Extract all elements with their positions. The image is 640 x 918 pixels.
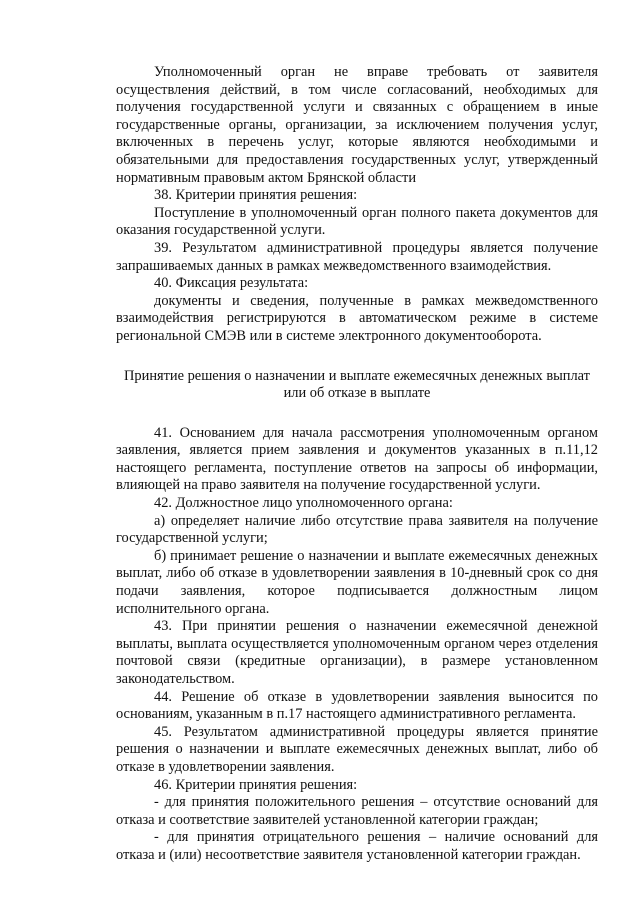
paragraph: 39. Результатом административной процедуры является получение запрашиваемых данных в рамках межведомственного взаимодействия. [116,239,598,274]
paragraph: 41. Основанием для начала рассмотрения уполномоченным органом заявления, является прием заявления и документов указанных в п.11,12 настоящего регламента, поступление ответов на запросы об информации, влияющей на право заявителя на получение государственной услуги. [116,424,598,494]
paragraph: б) принимает решение о назначении и выплате ежемесячных денежных выплат, либо об отказе в удовлетворении заявления в 10-дневный срок со дня подачи заявления, которое подписывается должностным лицом исполнительного органа. [116,547,598,617]
paragraph: 42. Должностное лицо уполномоченного органа: [154,495,453,512]
paragraph: - для принятия отрицательного решения – наличие оснований для отказа и (или) несоответствие заявителя установленной категории граждан. [116,829,598,863]
paragraph: 45. Результатом административной процедуры является принятие решения о назначении и выплате ежемесячных денежных выплат, либо об отказе в удовлетворении заявления. [116,723,598,775]
paragraph: 38. Критерии принятия решения: [154,187,358,204]
section-heading: Принятие решения о назначении и выплате ежемесячных денежных выплат или об отказе в выплате [124,367,590,402]
paragraph: Уполномоченный орган не вправе требовать от заявителя осуществления действий, в том числе согласований, необходимых для получения государственной услуги и связанных с обращением в иные государственные органы, организации, за исключением получения услуг, включенных в перечень услуг, которые являются необходимыми и обязательными для предоставления государственных услуг, утвержденный нормативным правовым актом Брянской области [116,64,598,186]
paragraph: 40. Фиксация результата: [154,275,309,292]
paragraph: - для принятия положительного решения – отсутствие оснований для отказа и соответствие заявителей установленной категории граждан; [116,794,598,828]
paragraph: 43. При принятии решения о назначении ежемесячной денежной выплаты, выплата осуществляется уполномоченным органом через отделения почтовой связи (кредитные организации), в размере установленном законодательством. [116,618,598,687]
paragraph: 44. Решение об отказе в удовлетворении заявления выносится по основаниям, указанным в п.17 настоящего административного регламента. [116,688,598,723]
paragraph: Поступление в уполномоченный орган полного пакета документов для оказания государственной услуги. [116,204,598,239]
paragraph: документы и сведения, полученные в рамках межведомственного взаимодействия регистрируются в автоматическом режиме в системе региональной СМЭВ или в системе электронного документооборота. [116,292,598,344]
paragraph: а) определяет наличие либо отсутствие права заявителя на получение государственной услуги; [116,512,598,547]
paragraph: 46. Критерии принятия решения: [154,776,358,793]
